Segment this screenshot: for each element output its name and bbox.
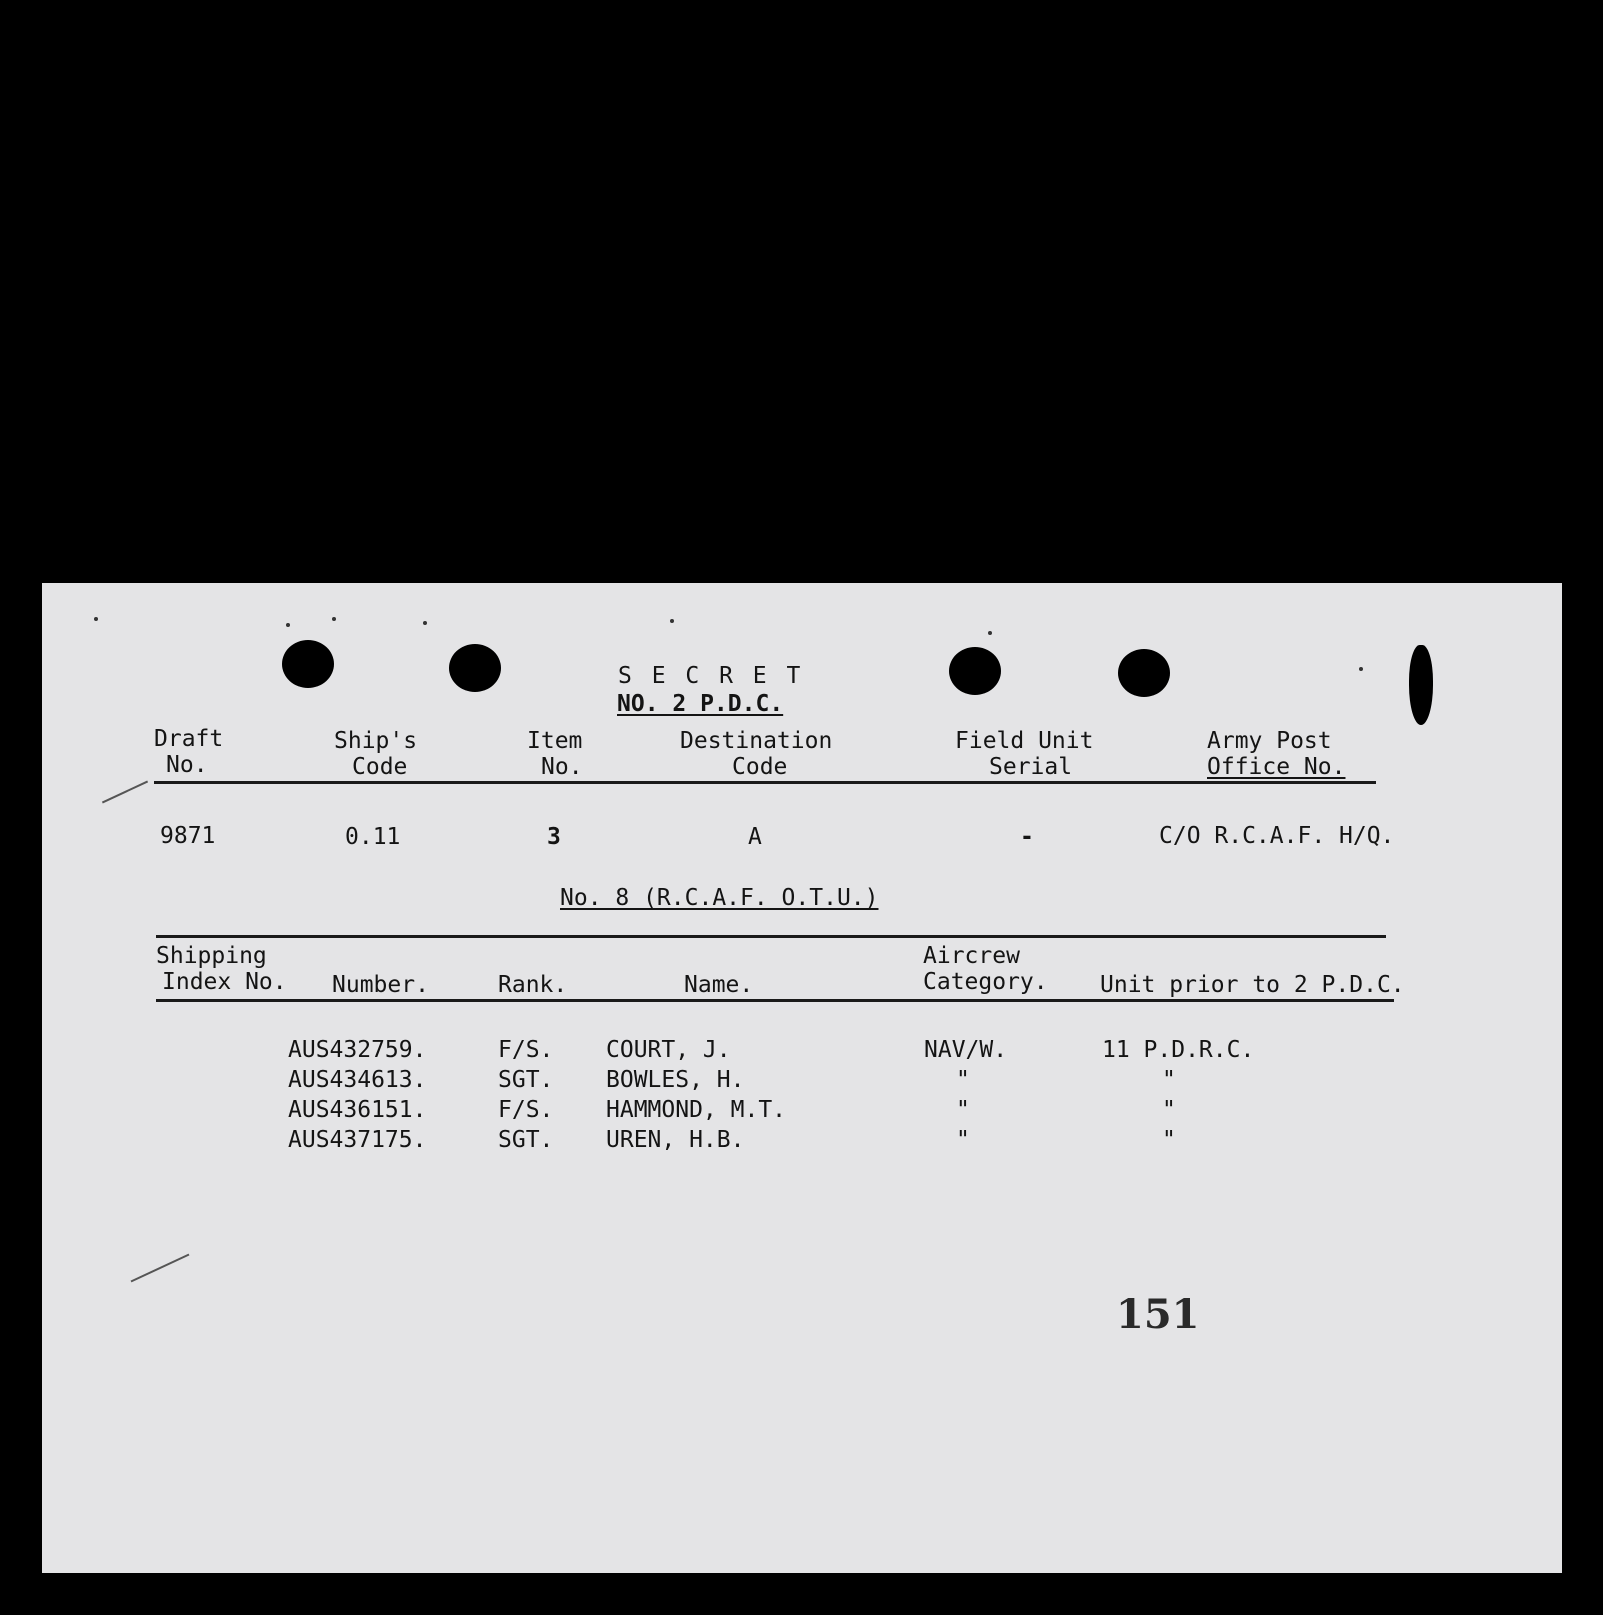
rank-col-header: Rank. <box>498 972 568 998</box>
pencil-mark <box>102 781 148 804</box>
pencil-mark <box>131 1254 190 1283</box>
draft-col-header: Draft No. <box>154 726 224 778</box>
ships-code-value: 0.11 <box>345 824 401 850</box>
classification-heading: S E C R E T <box>618 663 804 689</box>
aircrew-category: " <box>956 1067 970 1093</box>
speck <box>286 623 290 627</box>
service-number: AUS437175. <box>288 1127 427 1153</box>
unit-heading: NO. 2 P.D.C. <box>617 691 784 717</box>
speck <box>332 617 336 621</box>
draft-no-value: 9871 <box>160 823 216 849</box>
unit-prior: " <box>1162 1097 1176 1123</box>
document-card <box>42 583 1562 1573</box>
section-title: No. 8 (R.C.A.F. O.T.U.) <box>560 885 879 911</box>
aircrew-category-col-header: Aircrew Category. <box>923 943 1048 995</box>
destination-code-value: A <box>748 824 762 850</box>
item-no-col-header: Item No. <box>527 728 583 780</box>
unit-prior: 11 P.D.R.C. <box>1102 1037 1255 1063</box>
person-name: HAMMOND, M.T. <box>606 1097 787 1123</box>
rank: F/S. <box>498 1037 554 1063</box>
aircrew-category: NAV/W. <box>924 1037 1008 1063</box>
field-unit-col-header: Field Unit Serial <box>955 728 1094 780</box>
speck <box>988 631 992 635</box>
person-name: COURT, J. <box>606 1037 731 1063</box>
speck <box>94 617 98 621</box>
personnel-header-rule <box>156 999 1394 1002</box>
number-col-header: Number. <box>332 972 429 998</box>
header-rule <box>154 781 1376 784</box>
service-number: AUS436151. <box>288 1097 427 1123</box>
punch-hole <box>1118 649 1170 697</box>
punch-hole <box>449 644 501 692</box>
aircrew-category: " <box>956 1127 970 1153</box>
army-post-col-header: Army Post Office No. <box>1207 728 1346 780</box>
punch-hole <box>949 647 1001 695</box>
name-col-header: Name. <box>684 972 754 998</box>
person-name: BOWLES, H. <box>606 1067 745 1093</box>
person-name: UREN, H.B. <box>606 1127 745 1153</box>
unit-prior-col-header: Unit prior to 2 P.D.C. <box>1100 972 1405 998</box>
service-number: AUS434613. <box>288 1067 427 1093</box>
item-no-value: 3 <box>547 824 561 850</box>
rank: SGT. <box>498 1127 554 1153</box>
unit-prior: " <box>1162 1127 1176 1153</box>
field-unit-serial-value: - <box>1020 824 1034 850</box>
ink-blot <box>1409 645 1433 725</box>
speck <box>670 619 674 623</box>
shipping-index-col-header: Shipping Index No. <box>156 943 287 995</box>
speck <box>1359 667 1363 671</box>
army-post-office-value: C/O R.C.A.F. H/Q. <box>1159 823 1395 849</box>
service-number: AUS432759. <box>288 1037 427 1063</box>
page-number: 151 <box>1116 1291 1200 1338</box>
speck <box>423 621 427 625</box>
rank: F/S. <box>498 1097 554 1123</box>
ships-code-col-header: Ship's Code <box>334 728 418 780</box>
section-rule <box>156 935 1386 938</box>
aircrew-category: " <box>956 1097 970 1123</box>
punch-hole <box>282 640 334 688</box>
rank: SGT. <box>498 1067 554 1093</box>
destination-code-col-header: Destination Code <box>680 728 833 780</box>
unit-prior: " <box>1162 1067 1176 1093</box>
